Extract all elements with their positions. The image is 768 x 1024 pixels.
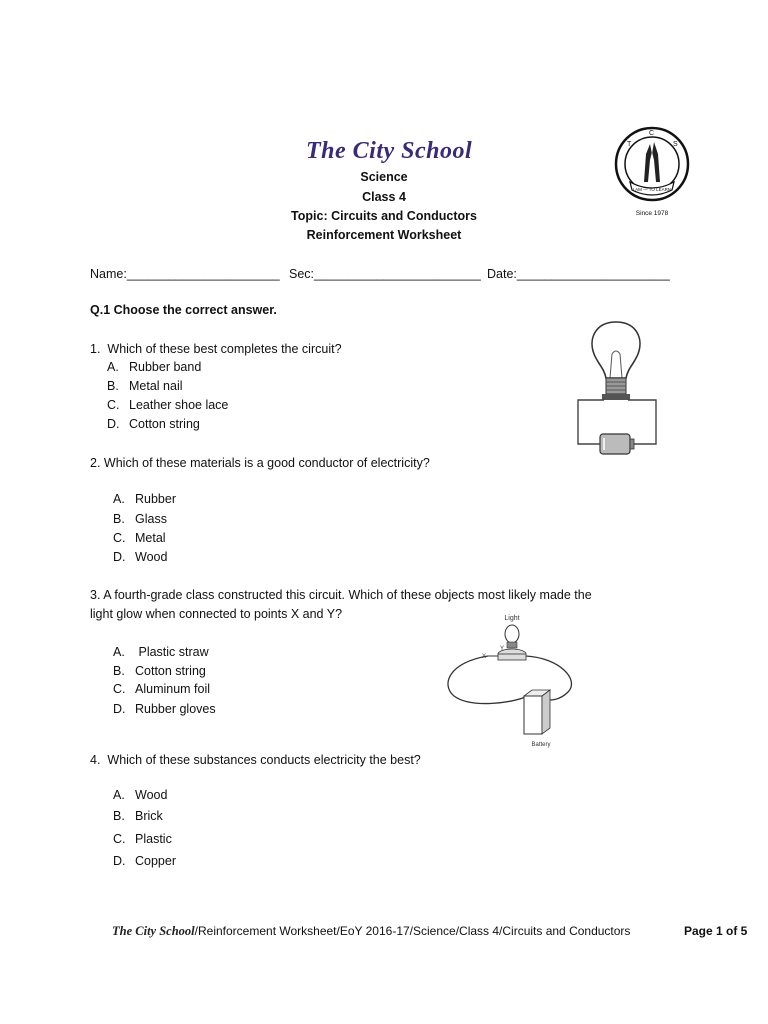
option-letter: A. <box>113 492 125 506</box>
option-letter: A. <box>113 645 125 659</box>
svg-text:S: S <box>673 141 678 148</box>
question-number: 2. <box>90 456 101 470</box>
option-text: Plastic straw <box>138 645 209 659</box>
q4-option-c[interactable] <box>113 832 172 846</box>
q2-option-c[interactable] <box>113 531 166 545</box>
option-letter: B. <box>113 809 125 823</box>
option-text: Aluminum foil <box>135 682 211 696</box>
date-field[interactable]: Date:______________________ <box>487 267 670 281</box>
option-letter: A. <box>107 360 119 374</box>
battery-label: Battery <box>531 742 551 748</box>
light-battery-circuit-icon <box>440 610 580 752</box>
question-number: 3. <box>90 588 101 602</box>
topic-title: Topic: Circuits and Conductors <box>291 209 477 223</box>
subject-title: Science <box>360 170 408 184</box>
svg-text:C: C <box>649 130 655 137</box>
option-letter: B. <box>113 664 125 678</box>
question-text: Which of these substances conducts electricity the best? <box>107 753 421 767</box>
q3-circuit-diagram <box>440 610 580 752</box>
option-text: Plastic <box>135 832 172 846</box>
svg-text:T: T <box>627 141 632 148</box>
option-text: Rubber band <box>129 360 202 374</box>
bulb-circuit-icon <box>570 318 662 460</box>
question-text: Which of these materials is a good conductor of electricity? <box>103 456 430 470</box>
option-text: Wood <box>135 550 168 564</box>
question-4 <box>90 753 421 767</box>
q3-option-d[interactable] <box>113 702 216 716</box>
option-text: Wood <box>135 788 168 802</box>
x-label: X <box>482 654 487 660</box>
option-text: Leather shoe lace <box>129 398 229 412</box>
option-text: Rubber <box>135 492 176 506</box>
question-3 <box>90 588 592 602</box>
q4-option-d[interactable] <box>113 854 176 868</box>
q2-option-d[interactable] <box>113 550 167 564</box>
question-number: 1. <box>90 342 101 356</box>
footer-path <box>112 924 630 939</box>
q3-option-a[interactable] <box>113 645 209 659</box>
q1-option-b[interactable] <box>107 379 183 393</box>
question-text: Which of these best completes the circuit? <box>107 342 342 356</box>
option-text: Cotton string <box>135 664 206 678</box>
footer-logo-text: The City School <box>112 924 195 938</box>
option-text: Copper <box>135 854 176 868</box>
option-letter: D. <box>113 550 126 564</box>
q3-option-c[interactable] <box>113 682 210 696</box>
q4-option-a[interactable] <box>113 788 167 802</box>
option-text: Brick <box>135 809 163 823</box>
option-letter: C. <box>107 398 120 412</box>
q1-option-d[interactable] <box>107 417 200 431</box>
q1-circuit-diagram <box>570 318 662 460</box>
q2-option-a[interactable] <box>113 492 176 506</box>
emblem-since: Since 1978 <box>635 210 669 217</box>
option-letter: D. <box>113 854 126 868</box>
option-letter: C. <box>113 682 126 696</box>
option-text: Metal nail <box>129 379 183 393</box>
option-text: Cotton string <box>129 417 200 431</box>
q4-option-b[interactable] <box>113 809 163 823</box>
question-text: A fourth-grade class constructed this circuit. Which of these objects most likely made the <box>103 588 592 602</box>
name-field[interactable]: Name:______________________ <box>90 267 280 281</box>
option-text: Metal <box>135 531 166 545</box>
option-letter: D. <box>113 702 126 716</box>
option-text: Glass <box>135 512 167 526</box>
option-letter: B. <box>113 512 125 526</box>
y-label: Y <box>500 646 505 652</box>
q1-option-a[interactable] <box>107 360 201 374</box>
class-title: Class 4 <box>362 190 406 204</box>
option-text: Rubber gloves <box>135 702 216 716</box>
option-letter: D. <box>107 417 120 431</box>
school-logo-text: The City School <box>306 138 473 164</box>
worksheet-title: Reinforcement Worksheet <box>306 228 462 242</box>
question-3-continued: light glow when connected to points X and Y? <box>90 607 343 621</box>
sec-field[interactable]: Sec:________________________ <box>289 267 481 281</box>
emblem-motto: I AM — TO LEARN <box>632 187 672 192</box>
q3-option-b[interactable] <box>113 664 206 678</box>
footer-path-text: /Reinforcement Worksheet/EoY 2016-17/Science/Class 4/Circuits and Conductors <box>194 924 631 938</box>
option-letter: C. <box>113 832 126 846</box>
question-2 <box>90 456 430 470</box>
q2-option-b[interactable] <box>113 512 167 526</box>
section-heading: Q.1 Choose the correct answer. <box>90 303 277 317</box>
question-number: 4. <box>90 753 101 767</box>
question-1 <box>90 342 342 356</box>
option-letter: A. <box>113 788 125 802</box>
q1-option-c[interactable] <box>107 398 228 412</box>
option-letter: C. <box>113 531 126 545</box>
option-letter: B. <box>107 379 119 393</box>
page-number: Page 1 of 5 <box>684 924 748 938</box>
light-label: Light <box>504 615 520 622</box>
